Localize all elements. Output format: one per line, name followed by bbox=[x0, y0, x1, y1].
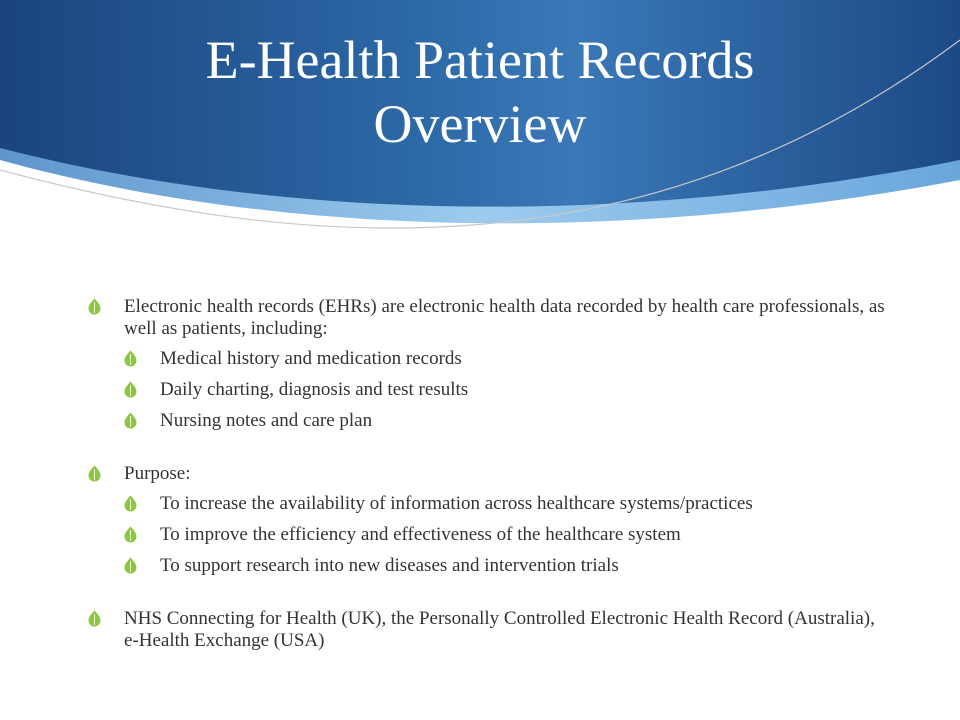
bullet-text: Daily charting, diagnosis and test results bbox=[160, 379, 469, 400]
bullet-text: Medical history and medication records bbox=[160, 348, 462, 369]
leaf-bullet-icon bbox=[88, 610, 101, 627]
bullet-text: NHS Connecting for Health (UK), the Personally Controlled Electronic Health Record (Australia), e-Health Exchange (USA) bbox=[124, 608, 875, 651]
leaf-bullet-icon bbox=[124, 557, 137, 574]
section-spacer bbox=[88, 586, 888, 608]
sub-bullet-nursing-notes bbox=[124, 410, 888, 432]
leaf-bullet-icon bbox=[124, 526, 137, 543]
bullet-ehr-definition bbox=[88, 296, 888, 340]
sub-bullet-medical-history bbox=[124, 348, 888, 370]
leaf-bullet-icon bbox=[88, 465, 101, 482]
bullet-text: Purpose: bbox=[124, 463, 191, 484]
bullet-text: Electronic health records (EHRs) are electronic health data recorded by health care professionals, as well as patients, including: bbox=[124, 296, 885, 339]
bullet-text: To support research into new diseases and intervention trials bbox=[160, 555, 619, 576]
leaf-bullet-icon bbox=[124, 495, 137, 512]
sub-bullet-availability bbox=[124, 493, 888, 515]
bullet-text: Nursing notes and care plan bbox=[160, 410, 373, 431]
bullet-text: To improve the efficiency and effectiveness of the healthcare system bbox=[160, 524, 681, 545]
bullet-national-programs bbox=[88, 608, 888, 652]
bullet-content bbox=[88, 296, 888, 660]
leaf-bullet-icon bbox=[88, 298, 101, 315]
slide-title bbox=[80, 28, 880, 156]
sub-bullet-efficiency bbox=[124, 524, 888, 546]
bullet-text: To increase the availability of information across healthcare systems/practices bbox=[160, 493, 753, 514]
title-line-1: E-Health Patient Records bbox=[205, 30, 755, 90]
section-spacer bbox=[88, 441, 888, 463]
title-line-2: Overview bbox=[373, 94, 587, 154]
bullet-purpose bbox=[88, 463, 888, 485]
leaf-bullet-icon bbox=[124, 381, 137, 398]
leaf-bullet-icon bbox=[124, 350, 137, 367]
sub-bullet-research bbox=[124, 555, 888, 577]
sub-bullet-daily-charting bbox=[124, 379, 888, 401]
leaf-bullet-icon bbox=[124, 412, 137, 429]
